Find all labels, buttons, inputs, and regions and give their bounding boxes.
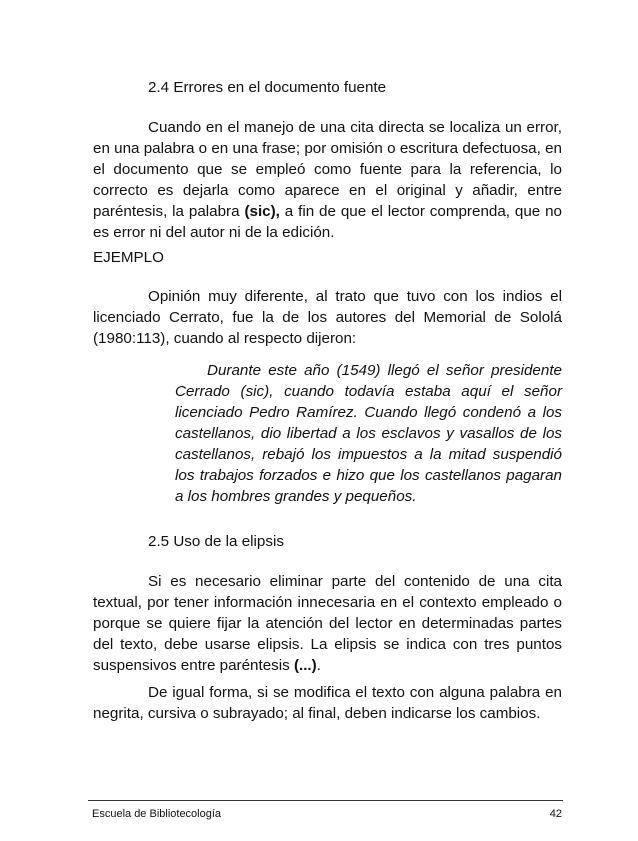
paragraph-text-end: . bbox=[316, 657, 321, 674]
paragraph-errores bbox=[93, 117, 562, 243]
paragraph-text-end: a fin de que el lector comprenda, que no es error ni del autor ni de la edición. bbox=[93, 203, 563, 241]
ellipsis-bold-term: (...) bbox=[293, 657, 317, 674]
sic-bold-term: (sic), bbox=[244, 203, 280, 220]
paragraph-elipsis bbox=[93, 571, 562, 676]
page-number: 42 bbox=[549, 808, 562, 820]
section-heading-elipsis: 2.5 Uso de la elipsis bbox=[148, 533, 284, 550]
section-heading-errores: 2.4 Errores en el documento fuente bbox=[148, 79, 387, 96]
paragraph-example-intro bbox=[93, 286, 562, 349]
paragraph-text: De igual forma, si se modifica el texto con alguna palabra en negrita, cursiva o subrayado; al final, deben indicarse los cambios. bbox=[93, 684, 562, 722]
quote-text: Durante este año (1549) llegó el señor presidente Cerrado (sic), cuando todavía estaba aquí el señor licenciado Pedro Ramírez. Cuando llegó condenó a los castellanos, dio libertad a los esclavos y vasallos de los castellanos, rebajó los impuestos a la mitad suspendió los trabajos forzados e hizo que los castellanos pagaran a los hombres grandes y pequeños. bbox=[175, 362, 562, 505]
block-quote bbox=[175, 360, 562, 507]
footer-divider bbox=[88, 800, 563, 801]
example-intro-text: Opinión muy diferente, al trato que tuvo con los indios el licenciado Cerrato, fue la de los autores del Memorial de Sololá (1980:113), cuando al respecto dijeron: bbox=[93, 288, 562, 347]
footer-institution: Escuela de Bibliotecología bbox=[92, 808, 222, 820]
paragraph-text: Si es necesario eliminar parte del contenido de una cita textual, por tener información innecesaria en el contexto empleado o porque se quiere fijar la atención del lector en determinadas partes del texto, debe usarse elipsis. La elipsis se indica con tres puntos suspensivos entre paréntesis bbox=[93, 573, 562, 674]
example-label: EJEMPLO bbox=[93, 249, 164, 266]
paragraph-text: Cuando en el manejo de una cita directa se localiza un error, en una palabra o en una frase; por omisión o escritura defectuosa, en el documento que se empleó como fuente para la referencia, lo correcto es dejarla como aparece en el original y añadir, entre paréntesis, la palabra bbox=[93, 119, 562, 220]
paragraph-cambios bbox=[93, 682, 562, 724]
